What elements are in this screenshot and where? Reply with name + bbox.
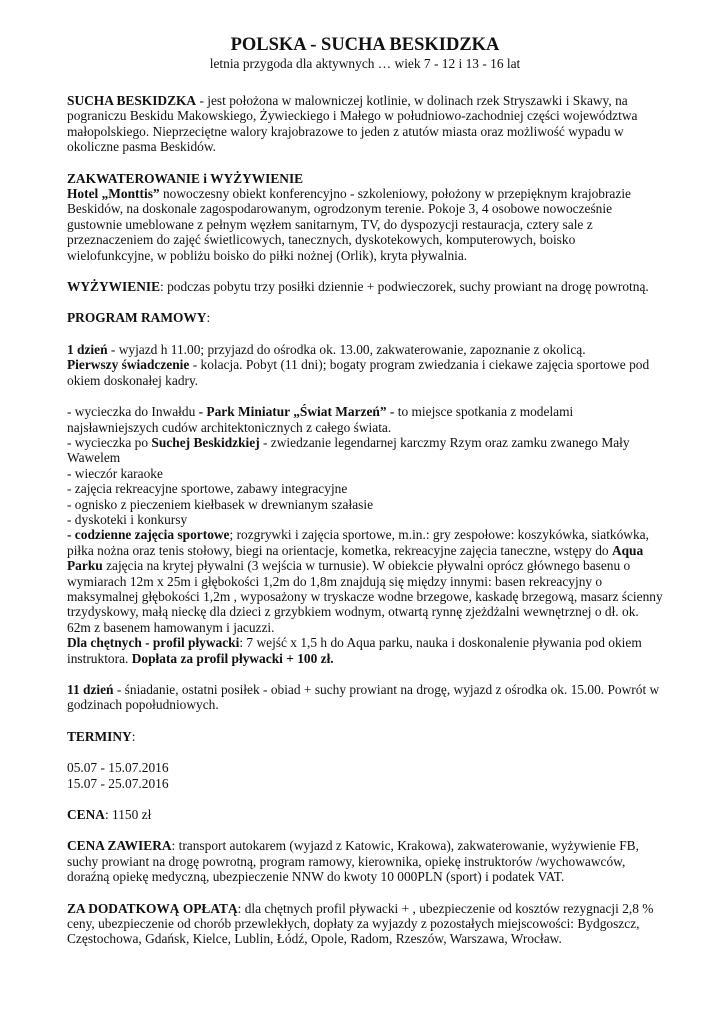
list-item: - ognisko z pieczeniem kiełbasek w drewnianym szałasie (67, 496, 374, 512)
term-date: 05.07 - 15.07.2016 (67, 760, 169, 776)
swim-extra-bold: Dopłata za profil pływacki + 100 zł. (131, 650, 334, 666)
list-item: - wieczór karaoke (67, 465, 163, 481)
program-heading-colon: : (206, 310, 211, 326)
swim-paragraph (67, 635, 663, 666)
program-list (67, 404, 663, 666)
day1-text: - wyjazd h 11.00; przyjazd do ośrodka ok. 13.00, zakwaterowanie, zapoznanie z okolicą. (107, 341, 586, 357)
sport-paragraph (67, 527, 663, 635)
meals-paragraph (67, 279, 663, 294)
includes-text: : transport autokarem (wyjazd z Katowic, Krakowa), zakwaterowanie, wyżywienie FB, suchy prowiant na drogę powrotną, program ramowy, kierownika, opiekę instruktorów /wychowawców, doraźną opiekę medyczną, ubezpieczenie NNW do kwoty 10 000PLN (sport) i podatek VAT. (67, 838, 639, 885)
list-item: - zajęcia rekreacyjne sportowe, zabawy integracyjne (67, 481, 348, 497)
day11-paragraph (67, 682, 663, 713)
day1-line (67, 342, 663, 357)
trip-inwald-bold: - Park Miniatur „Świat Marzeń” - (198, 404, 395, 420)
trip-sucha-pre: - wycieczka po (67, 434, 152, 450)
program-heading-bold: PROGRAM RAMOWY (67, 310, 207, 326)
includes-paragraph (67, 838, 663, 884)
day1-line2 (67, 357, 663, 388)
sport-text: ; rozgrywki i zajęcia sportowe, m.in.: gry zespołowe: koszykówka, siatkówka, piłka nożna oraz tenis stołowy, biegi na orientacje, kometka, rekreacyjne zajęcia taneczne, wstępy do (67, 527, 649, 558)
list-item: - dyskoteki i konkursy (67, 511, 188, 527)
trip-inwald-text: to miejsce spotkania z modelami najsławniejszych cudów architektonicznych z całego świata. (67, 404, 574, 435)
price-bold: CENA (67, 807, 105, 823)
terms-heading-colon: : (131, 728, 136, 744)
intro-bold: SUCHA BESKIDZKA (67, 93, 197, 108)
accommodation-section (67, 171, 663, 263)
day11-bold: 11 dzień (67, 682, 114, 697)
includes-bold: CENA ZAWIERA (67, 838, 172, 854)
swim-text: : 7 wejść x 1,5 h do Aqua parku, nauka i doskonalenie pływania pod okiem instruktora. (67, 635, 642, 666)
meals-bold: WYŻYWIENIE (67, 279, 161, 295)
program-heading (67, 310, 663, 325)
trip-inwald-pre: - wycieczka do Inwałdu (67, 404, 199, 420)
intro-paragraph (67, 93, 663, 155)
trip-inwald (67, 404, 663, 435)
page-title: POLSKA - SUCHA BESKIDZKA (230, 35, 500, 55)
trip-sucha-text: - zwiedzanie legendarnej karczmy Rzym oraz zamku zwanego Mały Wawelem (67, 434, 630, 466)
day1-line2-bold: Pierwszy świadczenie (67, 357, 190, 373)
hotel-text: nowoczesny obiekt konferencyjno - szkoleniowy, położony w przepięknym krajobrazie Beskidów, na doskonale zagospodarowanym, ogrodzonym terenie. Pokoje 3, 4 osobowe nowocześnie gustownie umeblowane z pełnym węzłem sanitarnym, TV, do dyspozycji restauracja, cztery sale z przeznaczeniem do zajęć świetlicowych, tanecznych, dyskotekowych, komputerowych, boisko wielofunkcyjne, w pobliżu boisko do piłki nożnej (Orlik), kryta pływalnia. (67, 186, 631, 263)
day1-bold: 1 dzień (67, 341, 108, 357)
terms-heading-bold: TERMINY (67, 728, 132, 744)
hotel-name: Hotel „Monttis” (67, 186, 160, 202)
meals-text: : podczas pobytu trzy posiłki dziennie + podwieczorek, suchy prowiant na drogę powrotną. (160, 279, 649, 295)
sport-text2: zajęcia na krytej pływalni (3 wejścia w turnusie). W obiekcie pływalni oprócz głównego basenu o wymiarach 12m x 25m i głębokości 1,2m do 1,8m znajdują się między innymi: basen rekreacyjny o maksymalnej głębokości 1,2m , wyposażony w tryskacze wodne brzegowe, kaskadę brzegową, masarz ścienny trzydyskowy, małą nieckę dla dzieci z grzybkiem wodnym, otwartą rynnę zjeżdżalni wewnętrznej o dł. ok. 62m z basenem hamowanym i jacuzzi. (67, 558, 663, 635)
hotel-paragraph (67, 186, 663, 263)
price-text: : 1150 zł (104, 807, 152, 823)
trip-sucha (67, 435, 663, 466)
terms-dates (67, 760, 663, 791)
day1-line2-text: - kolacja. Pobyt (11 dni); bogaty program zwiedzania i ciekawe zajęcia sportowe pod okiem doskonałej kadry. (67, 357, 650, 388)
accommodation-heading: ZAKWATEROWANIE i WYŻYWIENIE (67, 170, 304, 186)
extra-text: : dla chętnych profil pływacki + , ubezpieczenie od kosztów rezygnacji 2,8 % ceny, ubezpieczenie od chorób przewlekłych, dopłaty za wyjazdy z pozostałych miejscowości: Bydgoszcz, Częstochowa, Gdańsk, Kielce, Lublin, Łódź, Opole, Radom, Rzeszów, Warszawa, Wrocław. (67, 900, 654, 947)
extra-paragraph (67, 901, 663, 947)
page-subtitle: letnia przygoda dla aktywnych … wiek 7 - 12 i 13 - 16 lat (209, 56, 521, 71)
day1-section (67, 342, 663, 388)
day11-text: - śniadanie, ostatni posiłek - obiad + suchy prowiant na drogę, wyjazd z ośrodka ok. 15.00. Powrót w godzinach popołudniowych. (67, 682, 660, 713)
trip-sucha-bold: Suchej Beskidzkiej (151, 434, 260, 450)
terms-heading (67, 729, 663, 744)
sport-aqua-bold: Aqua Parku (67, 542, 644, 574)
term-date: 15.07 - 25.07.2016 (67, 775, 169, 791)
extra-bold: ZA DODATKOWĄ OPŁATĄ (67, 900, 238, 916)
swim-bold: Dla chętnych - profil pływacki (67, 635, 240, 651)
intro-text: - jest położona w malowniczej kotlinie, w dolinach rzek Stryszawki i Skawy, na pograniczu Beskidu Makowskiego, Żywieckiego i Małego w południowo-zachodniej części województwa małopolskiego. Nieprzeciętne walory krajobrazowe to jeden z atutów miasta oraz możliwość wypadu w okoliczne pasma Beskidów. (67, 93, 638, 155)
sport-bold: - codzienne zajęcia sportowe (67, 527, 230, 543)
price-paragraph (67, 807, 663, 822)
